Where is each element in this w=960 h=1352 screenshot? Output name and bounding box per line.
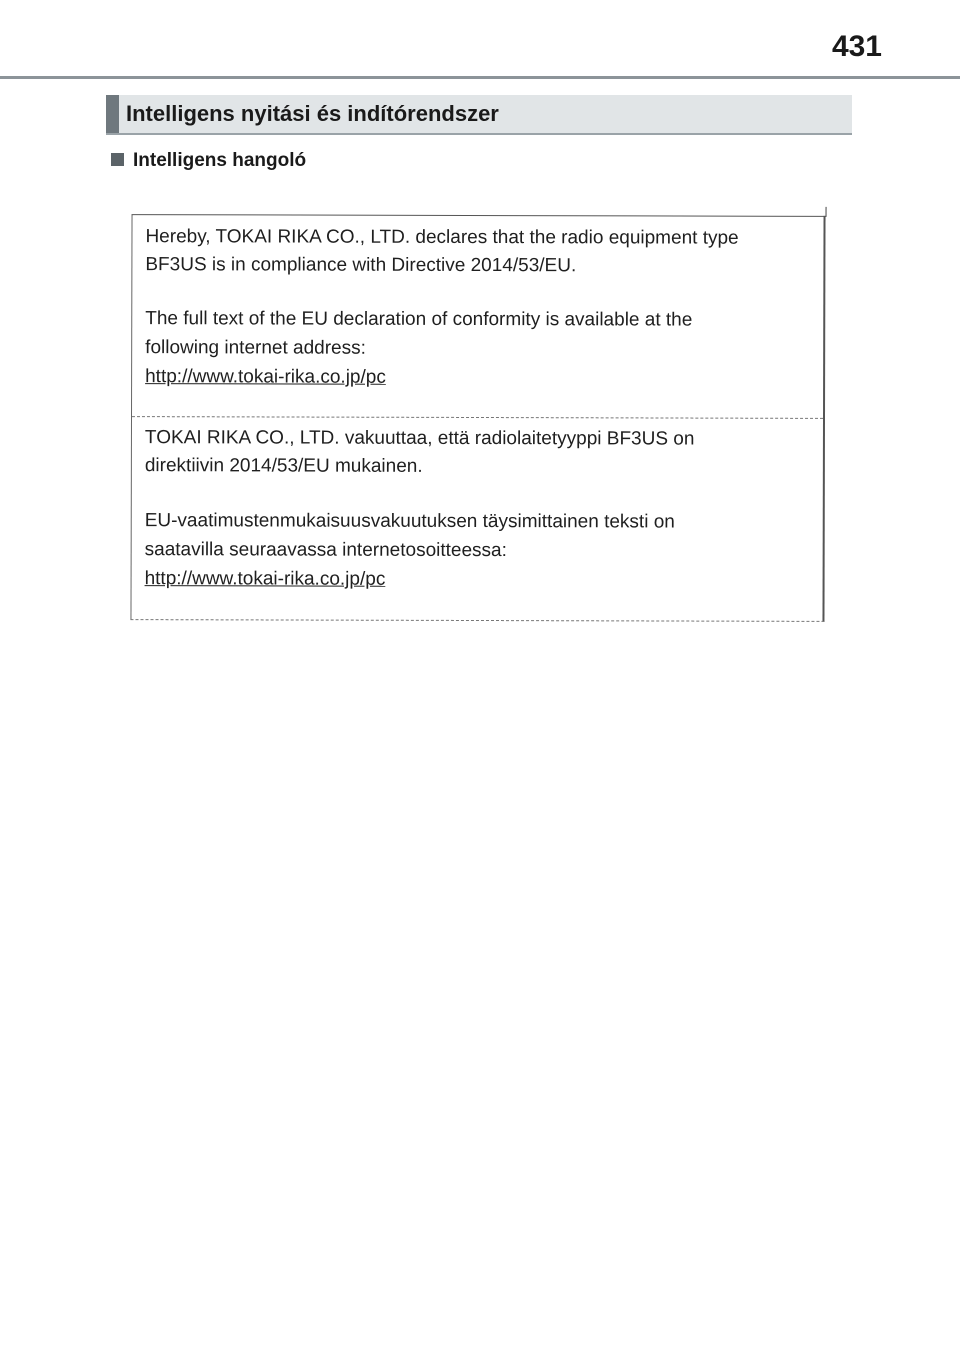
header-rule bbox=[0, 76, 960, 79]
label-en-line4: following internet address: bbox=[145, 337, 366, 359]
section-header-bar bbox=[106, 95, 119, 133]
page-number: 431 bbox=[831, 30, 882, 63]
label-en-line1: Hereby, TOKAI RIKA CO., LTD. declares that the radio equipment type bbox=[145, 226, 739, 249]
compliance-label-image bbox=[130, 214, 825, 622]
subsection-heading bbox=[111, 150, 306, 172]
subsection-title: Intelligens hangoló bbox=[133, 150, 307, 171]
section-title: Intelligens nyitási és indítórendszer bbox=[126, 101, 499, 126]
label-fi-line3: EU-vaatimustenmukaisuusvakuutuksen täysimittainen teksti on bbox=[144, 510, 675, 533]
label-fi-line1: TOKAI RIKA CO., LTD. vakuuttaa, että radiolaitetyyppi BF3US on bbox=[144, 427, 695, 450]
label-divider bbox=[132, 416, 823, 419]
label-fi-line2: direktiivin 2014/53/EU mukainen. bbox=[144, 455, 423, 477]
label-en-line3: The full text of the EU declaration of conformity is available at the bbox=[145, 308, 693, 331]
label-en-line2: BF3US is in compliance with Directive 2014/53/EU. bbox=[145, 254, 577, 277]
label-fi-url: http://www.tokai-rika.co.jp/pc bbox=[144, 568, 386, 590]
label-en-url: http://www.tokai-rika.co.jp/pc bbox=[145, 366, 386, 388]
section-header bbox=[106, 95, 852, 135]
label-fi-line4: saatavilla seuraavassa internetosoitteessa: bbox=[144, 539, 507, 562]
square-bullet-icon bbox=[111, 153, 124, 166]
